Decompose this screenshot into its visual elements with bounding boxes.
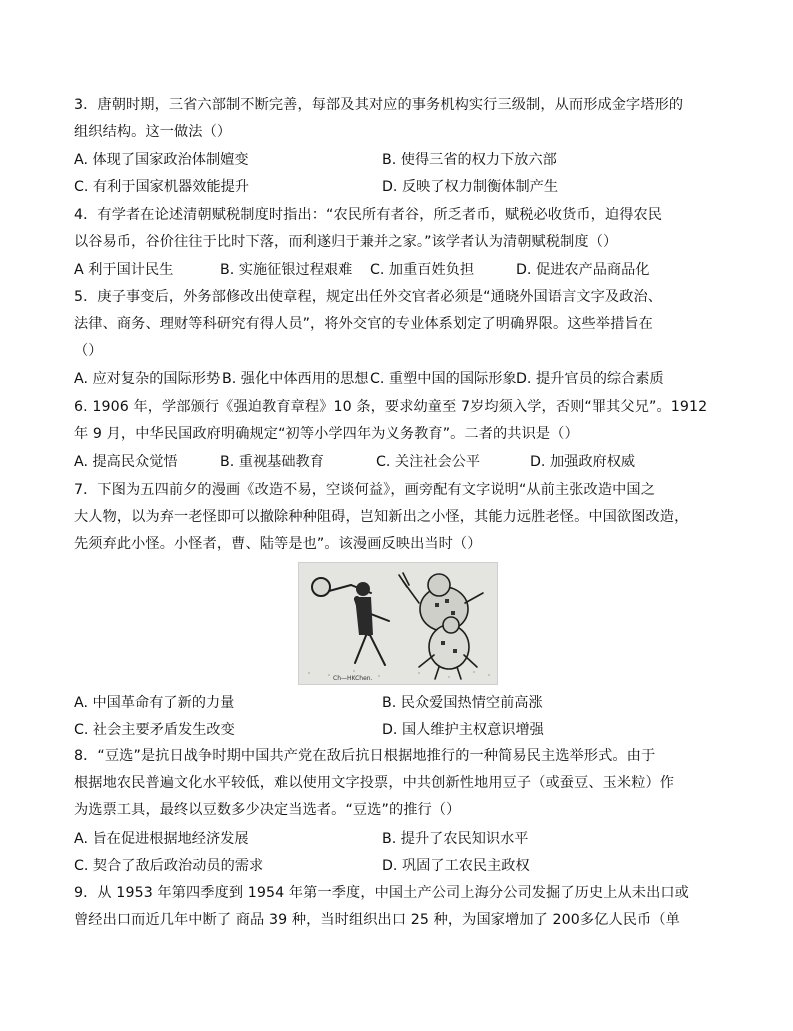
q4-option-d: D. 促进农产品商品化 [516,262,650,278]
q8-option-c: C. 契合了敌后政治动员的需求 [74,858,264,874]
q3-option-b: B. 使得三省的权力下放六部 [382,152,557,168]
q5-option-a: A. 应对复杂的国际形势 [74,371,221,387]
q9-stem-line-1: 9．从 1953 年第四季度到 1954 年第一季度，中国土产公司上海分公司发掘了历史上从未出口或 [74,885,689,901]
q4-option-c: C. 加重百姓负担 [370,262,475,278]
q4-option-b: B. 实施征银过程艰难 [220,262,353,278]
q3-option-d: D. 反映了权力制衡体制产生 [382,179,559,195]
q5-stem-line-3: （） [74,343,103,359]
q6-stem-line-2: 年 9 月，中华民国政府明确规定“初等小学四年为义务教育”。二者的共识是（） [74,426,579,442]
q5-option-b: B. 强化中体西用的思想 [222,371,369,387]
q5-stem-line-2: 法律、商务、理财等科研究有得人员”，将外交官的专业体系划定了明确界限。这些举措旨在 [74,316,653,332]
q5-option-d: D. 提升官员的综合素质 [516,371,664,387]
q8-stem-line-1: 8．“豆选”是抗日战争时期中国共产党在敌后抗日根据地推行的一种简易民主选举形式。由于 [74,748,656,764]
cartoon-signature: Ch—HKChen. [333,675,373,682]
q7-option-a: A. 中国革命有了新的力量 [74,695,235,711]
q7-option-c: C. 社会主要矛盾发生改变 [74,722,235,738]
q8-option-d: D. 巩固了工农民主政权 [382,858,530,874]
q7-cartoon-image [298,562,498,685]
q6-stem-line-1: 6. 1906 年，学部颁行《强迫教育章程》10 条，要求幼童至 7岁均须入学，否则“罪其父兄”。1912 [74,399,708,415]
q8-option-b: B. 提升了农民知识水平 [382,831,529,847]
q4-option-a: A 利于国计民生 [74,262,174,278]
q3-stem-line-1: 3．唐朝时期，三省六部制不断完善，每部及其对应的事务机构实行三级制，从而形成金字塔形的 [74,97,684,113]
q7-option-b: B. 民众爱国热情空前高涨 [382,695,543,711]
q6-option-a: A. 提高民众觉悟 [74,454,178,470]
q7-stem-line-2: 大人物，以为弃一老怪即可以撤除种种阻碍，岂知新出之小怪，其能力远胜老怪。中国欲图改造， [74,509,689,525]
q3-option-c: C. 有利于国家机器效能提升 [74,179,249,195]
q7-stem-line-3: 先须弃此小怪。小怪者，曹、陆等是也”。该漫画反映出当时（） [74,536,482,552]
q8-stem-line-3: 为选票工具，最终以豆数多少决定当选者。“豆选”的推行（） [74,802,461,818]
q4-stem-line-1: 4．有学者在论述清朝赋税制度时指出：“农民所有者谷，所乏者币，赋税必收货币，迫得农民 [74,207,663,223]
q6-option-d: D. 加强政府权威 [530,454,636,470]
q7-stem-line-1: 7．下图为五四前夕的漫画《改造不易，空谈何益》，画旁配有文字说明“从前主张改造中国之 [74,482,655,498]
cartoon-illustration [299,563,497,684]
q7-option-d: D. 国人维护主权意识增强 [382,722,544,738]
q6-option-b: B. 重视基础教育 [220,454,324,470]
q3-stem-line-2: 组织结构。这一做法（） [74,124,232,140]
q5-stem-line-1: 5．庚子事变后，外务部修改出使章程，规定出任外交官者必须是“通晓外国语言文字及政治、 [74,289,663,305]
q5-option-c: C. 重塑中国的国际形象 [370,371,517,387]
q3-option-a: A. 体现了国家政治体制嬗变 [74,152,249,168]
q8-stem-line-2: 根据地农民普遍文化水平较低，难以使用文字投票，中共创新性地用豆子（或蚕豆、玉米粒）作 [74,775,675,791]
q4-stem-line-2: 以谷易币，谷价往往于比时下落，而利遂归于兼并之家。”该学者认为清朝赋税制度（） [74,234,618,250]
q8-option-a: A. 旨在促进根据地经济发展 [74,831,249,847]
q6-option-c: C. 关注社会公平 [376,454,481,470]
q9-stem-line-2: 曾经出口而近几年中断了 商品 39 种，当时组织出口 25 种，为国家增加了 200多亿人民币（单 [74,912,680,928]
